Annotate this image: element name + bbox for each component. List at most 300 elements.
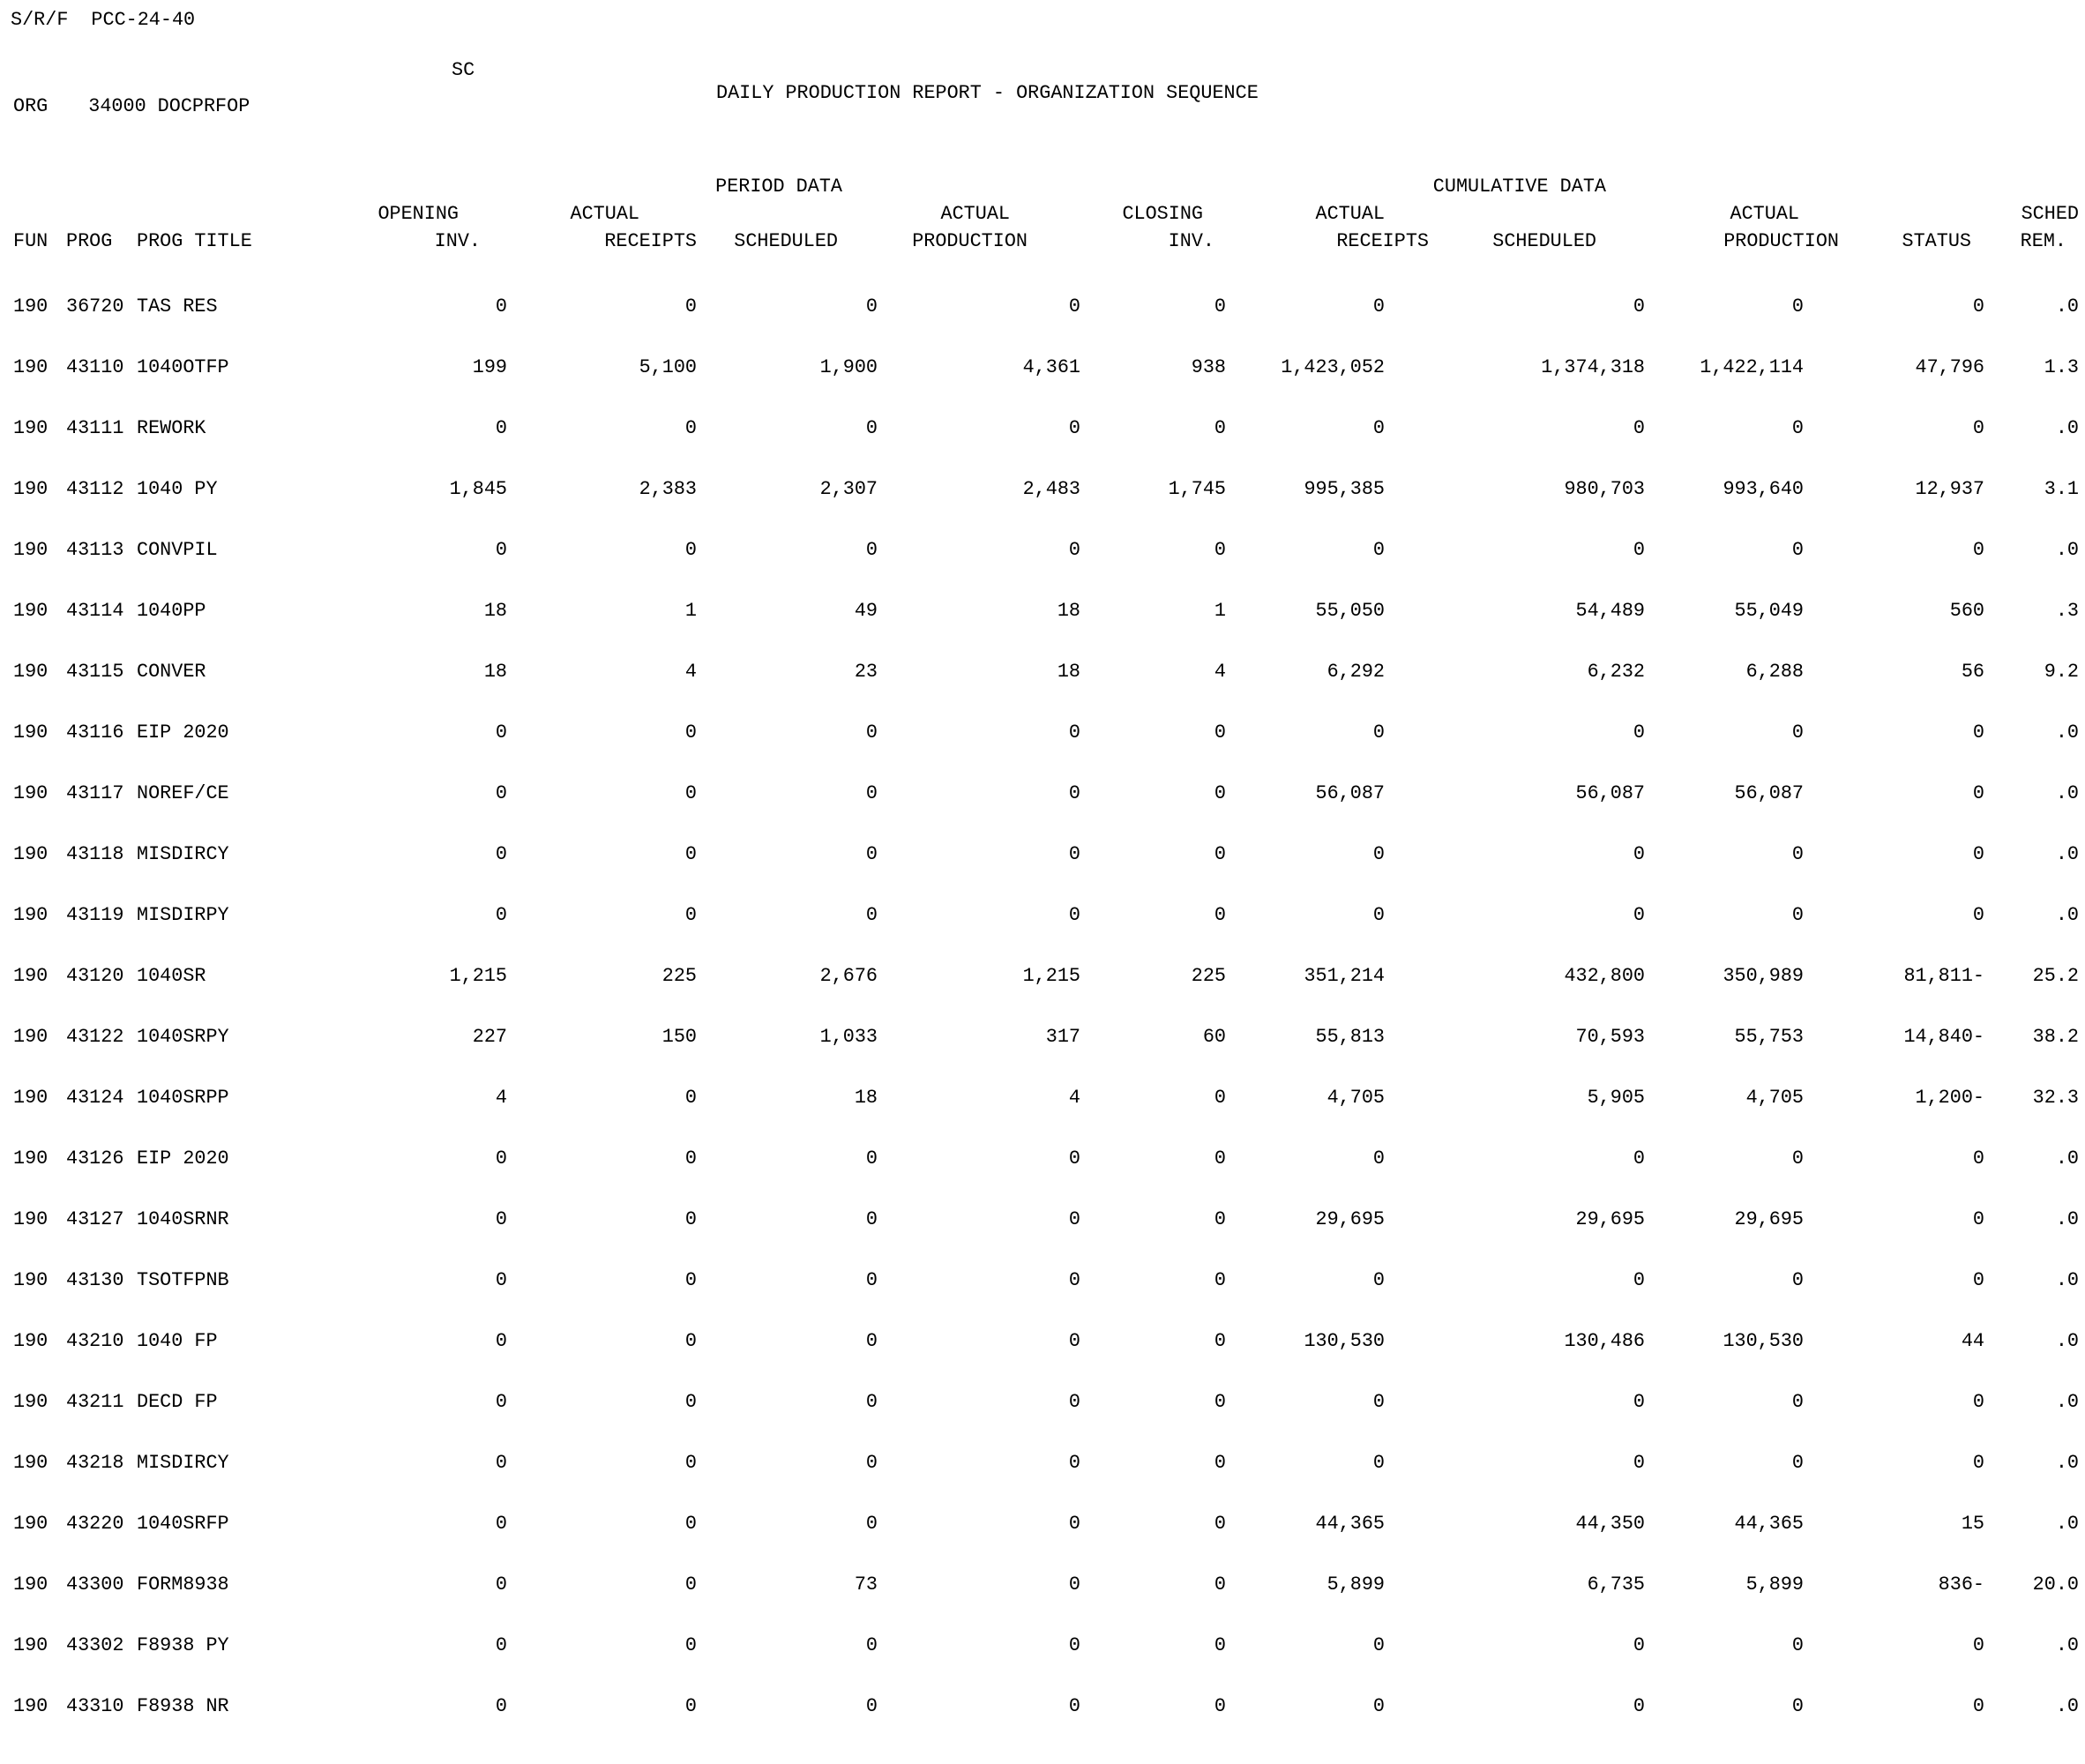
actual-receipts-cell: 0 xyxy=(684,1695,697,1717)
cum-scheduled-cell: 0 xyxy=(1633,1695,1645,1717)
closing-inv-cell: 0 xyxy=(1214,295,1226,318)
actual-production-cell: 18 xyxy=(1057,600,1080,622)
scheduled-cell: 0 xyxy=(865,1147,878,1170)
cum-scheduled-cell: 6,232 xyxy=(1587,661,1645,683)
cum-scheduled-cell: 56,087 xyxy=(1575,782,1645,804)
table-body xyxy=(0,258,2085,1718)
cum-actual-receipts-cell: 0 xyxy=(1372,1391,1385,1413)
cum-actual-receipts-cell: 55,050 xyxy=(1315,600,1385,622)
scheduled-cell: 0 xyxy=(865,539,878,561)
opening-inv-cell: 0 xyxy=(495,417,507,439)
cumulative-data-label: CUMULATIVE DATA xyxy=(1432,176,1606,198)
status-cell: 1,200- xyxy=(1915,1087,1984,1109)
group-header-row xyxy=(0,176,2085,203)
status-cell: 0 xyxy=(1972,1634,1984,1656)
column-header-closing-inv: INV. xyxy=(1168,230,1214,252)
prog-title-cell: MISDIRCY xyxy=(137,843,229,865)
table-row xyxy=(0,1353,2085,1414)
actual-production-cell: 0 xyxy=(1068,417,1080,439)
srf-label: S/R/F xyxy=(11,9,69,31)
cum-scheduled-cell: 130,486 xyxy=(1564,1330,1645,1352)
cum-actual-production-cell: 0 xyxy=(1791,1634,1804,1656)
spacer-cell xyxy=(1645,176,2085,203)
table-row xyxy=(0,623,2085,684)
cum-actual-receipts-cell: 56,087 xyxy=(1315,782,1385,804)
org-label: ORG xyxy=(13,95,49,117)
sched-rem-cell: 38.2 xyxy=(2032,1026,2079,1048)
scheduled-cell: 0 xyxy=(865,1634,878,1656)
sched-rem-cell: .0 xyxy=(2055,843,2079,865)
cum-actual-receipts-cell: 130,530 xyxy=(1304,1330,1385,1352)
column-header-prog: PROG xyxy=(66,230,113,252)
cum-actual-receipts-cell: 351,214 xyxy=(1304,965,1385,987)
actual-receipts-cell: 5,100 xyxy=(639,356,697,378)
cum-scheduled-cell: 0 xyxy=(1633,295,1645,318)
status-cell: 0 xyxy=(1972,417,1984,439)
opening-inv-cell: 0 xyxy=(495,1147,507,1170)
fun-cell: 190 xyxy=(13,965,49,987)
actual-production-cell: 317 xyxy=(1045,1026,1080,1048)
scheduled-cell: 0 xyxy=(865,843,878,865)
opening-inv-cell: 1,845 xyxy=(449,478,507,500)
fun-cell: 190 xyxy=(13,295,49,318)
sched-rem-cell: 1.3 xyxy=(2044,356,2079,378)
cum-scheduled-cell: 0 xyxy=(1633,539,1645,561)
sched-rem-cell: .0 xyxy=(2055,1634,2079,1656)
actual-receipts-cell: 0 xyxy=(684,417,697,439)
column-header-actual: ACTUAL xyxy=(570,203,639,225)
scheduled-cell: 0 xyxy=(865,1513,878,1535)
actual-receipts-cell: 0 xyxy=(684,1269,697,1291)
opening-inv-cell: 0 xyxy=(495,1391,507,1413)
cum-scheduled-cell: 0 xyxy=(1633,417,1645,439)
status-cell: 0 xyxy=(1972,1695,1984,1717)
table-row xyxy=(0,501,2085,562)
scheduled-cell: 0 xyxy=(865,1452,878,1474)
column-header-cum-scheduled: SCHEDULED xyxy=(1492,230,1596,252)
prog-title-cell: TAS RES xyxy=(137,295,218,318)
cum-scheduled-cell: 1,374,318 xyxy=(1541,356,1645,378)
prog-cell: 43220 xyxy=(66,1513,124,1535)
table-row xyxy=(0,1170,2085,1231)
cum-scheduled-cell: 432,800 xyxy=(1564,965,1645,987)
prog-title-cell: NOREF/CE xyxy=(137,782,229,804)
opening-inv-cell: 0 xyxy=(495,1330,507,1352)
column-header-actual: ACTUAL xyxy=(1315,203,1385,225)
actual-production-cell: 0 xyxy=(1068,1695,1080,1717)
actual-production-cell: 0 xyxy=(1068,1634,1080,1656)
sched-rem-cell: .0 xyxy=(2055,539,2079,561)
sched-rem-cell: .0 xyxy=(2055,1208,2079,1230)
sched-rem-cell: 20.0 xyxy=(2032,1573,2079,1596)
cum-actual-production-cell: 56,087 xyxy=(1734,782,1804,804)
prog-cell: 43218 xyxy=(66,1452,124,1474)
column-header-status: STATUS xyxy=(1902,230,1971,252)
cum-actual-receipts-cell: 4,705 xyxy=(1326,1087,1385,1109)
actual-production-cell: 4,361 xyxy=(1022,356,1080,378)
sched-rem-cell: .0 xyxy=(2055,1330,2079,1352)
cum-scheduled-cell: 54,489 xyxy=(1575,600,1645,622)
column-header-cum-receipts: RECEIPTS xyxy=(1336,230,1429,252)
fun-cell: 190 xyxy=(13,1695,49,1717)
fun-cell: 190 xyxy=(13,661,49,683)
closing-inv-cell: 4 xyxy=(1214,661,1226,683)
prog-title-cell: 1040SRPP xyxy=(137,1087,229,1109)
prog-title-cell: EIP 2020 xyxy=(137,721,229,744)
prog-title-cell: CONVPIL xyxy=(137,539,218,561)
table-row xyxy=(0,927,2085,988)
cum-scheduled-cell: 980,703 xyxy=(1564,478,1645,500)
cum-actual-receipts-cell: 0 xyxy=(1372,539,1385,561)
cum-actual-receipts-cell: 0 xyxy=(1372,1634,1385,1656)
column-header-fun: FUN xyxy=(13,230,49,252)
sched-rem-cell: .0 xyxy=(2055,417,2079,439)
actual-receipts-cell: 0 xyxy=(684,904,697,926)
table-row xyxy=(0,1536,2085,1596)
actual-receipts-cell: 0 xyxy=(684,295,697,318)
prog-cell: 43211 xyxy=(66,1391,124,1413)
cum-actual-receipts-cell: 0 xyxy=(1372,295,1385,318)
closing-inv-cell: 1,745 xyxy=(1168,478,1226,500)
prog-title-cell: 1040 PY xyxy=(137,478,218,500)
actual-receipts-cell: 0 xyxy=(684,1573,697,1596)
actual-production-cell: 0 xyxy=(1068,1208,1080,1230)
fun-cell: 190 xyxy=(13,539,49,561)
fun-cell: 190 xyxy=(13,1087,49,1109)
cum-actual-production-cell: 0 xyxy=(1791,1147,1804,1170)
prog-cell: 43302 xyxy=(66,1634,124,1656)
table-header xyxy=(0,176,2085,258)
prog-cell: 43115 xyxy=(66,661,124,683)
cum-actual-receipts-cell: 0 xyxy=(1372,417,1385,439)
spacer-cell xyxy=(0,176,697,203)
fun-cell: 190 xyxy=(13,1147,49,1170)
closing-inv-cell: 0 xyxy=(1214,539,1226,561)
fun-cell: 190 xyxy=(13,782,49,804)
scheduled-cell: 18 xyxy=(854,1087,878,1109)
closing-inv-cell: 938 xyxy=(1191,356,1226,378)
production-table xyxy=(0,176,2085,1718)
actual-production-cell: 0 xyxy=(1068,539,1080,561)
cum-actual-receipts-cell: 1,423,052 xyxy=(1281,356,1385,378)
status-cell: 14,840- xyxy=(1903,1026,1984,1048)
table-row xyxy=(0,744,2085,805)
sched-rem-cell: 25.2 xyxy=(2032,965,2079,987)
column-header-opening: OPENING xyxy=(377,203,459,225)
prog-cell: 43119 xyxy=(66,904,124,926)
cum-actual-receipts-cell: 0 xyxy=(1372,721,1385,744)
cum-actual-production-cell: 0 xyxy=(1791,417,1804,439)
cum-actual-production-cell: 6,288 xyxy=(1745,661,1804,683)
opening-inv-cell: 0 xyxy=(495,539,507,561)
actual-production-cell: 0 xyxy=(1068,1330,1080,1352)
column-header-actual: ACTUAL xyxy=(940,203,1010,225)
prog-cell: 43120 xyxy=(66,965,124,987)
cum-actual-production-cell: 55,753 xyxy=(1734,1026,1804,1048)
prog-title-cell: MISDIRPY xyxy=(137,904,229,926)
table-row xyxy=(0,258,2085,318)
cum-actual-receipts-cell: 44,365 xyxy=(1315,1513,1385,1535)
sc-label: SC xyxy=(452,59,475,81)
cum-scheduled-cell: 44,350 xyxy=(1575,1513,1645,1535)
closing-inv-cell: 225 xyxy=(1191,965,1226,987)
column-header-opening-inv: INV. xyxy=(434,230,481,252)
opening-inv-cell: 0 xyxy=(495,1573,507,1596)
opening-inv-cell: 0 xyxy=(495,295,507,318)
column-header-scheduled: SCHEDULED xyxy=(734,230,838,252)
prog-cell: 43114 xyxy=(66,600,124,622)
opening-inv-cell: 0 xyxy=(495,843,507,865)
closing-inv-cell: 0 xyxy=(1214,843,1226,865)
period-data-header xyxy=(697,176,878,203)
opening-inv-cell: 199 xyxy=(472,356,507,378)
column-header-row xyxy=(0,230,2085,258)
prog-title-cell: 1040PP xyxy=(137,600,206,622)
closing-inv-cell: 0 xyxy=(1214,1208,1226,1230)
table-row xyxy=(0,866,2085,927)
scheduled-cell: 0 xyxy=(865,721,878,744)
table-container xyxy=(0,130,2085,1764)
table-row xyxy=(0,379,2085,440)
status-cell: 0 xyxy=(1972,539,1984,561)
fun-cell: 190 xyxy=(13,843,49,865)
table-row xyxy=(0,1110,2085,1170)
prog-cell: 43127 xyxy=(66,1208,124,1230)
closing-inv-cell: 0 xyxy=(1214,417,1226,439)
cum-scheduled-cell: 70,593 xyxy=(1575,1026,1645,1048)
table-row xyxy=(0,1292,2085,1353)
sched-rem-cell: .0 xyxy=(2055,721,2079,744)
closing-inv-cell: 0 xyxy=(1214,1695,1226,1717)
opening-inv-cell: 4 xyxy=(495,1087,507,1109)
prog-title-cell: F8938 PY xyxy=(137,1634,229,1656)
sched-rem-cell: .0 xyxy=(2055,1391,2079,1413)
actual-receipts-cell: 150 xyxy=(661,1026,697,1048)
sched-rem-cell: .0 xyxy=(2055,904,2079,926)
cum-actual-production-cell: 0 xyxy=(1791,1695,1804,1717)
status-cell: 836- xyxy=(1938,1573,1984,1596)
fun-cell: 190 xyxy=(13,721,49,744)
prog-cell: 43112 xyxy=(66,478,124,500)
prog-cell: 36720 xyxy=(66,295,124,318)
cum-scheduled-cell: 0 xyxy=(1633,1634,1645,1656)
prog-title-cell: 1040 FP xyxy=(137,1330,218,1352)
cum-actual-receipts-cell: 0 xyxy=(1372,1269,1385,1291)
actual-production-cell: 0 xyxy=(1068,295,1080,318)
status-cell: 0 xyxy=(1972,295,1984,318)
scheduled-cell: 0 xyxy=(865,295,878,318)
closing-inv-cell: 0 xyxy=(1214,721,1226,744)
prog-title-cell: 1040SRFP xyxy=(137,1513,229,1535)
cum-actual-receipts-cell: 6,292 xyxy=(1326,661,1385,683)
cum-actual-receipts-cell: 0 xyxy=(1372,1147,1385,1170)
cum-actual-production-cell: 993,640 xyxy=(1723,478,1804,500)
opening-inv-cell: 0 xyxy=(495,1513,507,1535)
actual-receipts-cell: 0 xyxy=(684,721,697,744)
actual-receipts-cell: 225 xyxy=(661,965,697,987)
cum-scheduled-cell: 6,735 xyxy=(1587,1573,1645,1596)
sched-rem-cell: .0 xyxy=(2055,1452,2079,1474)
report-id-line xyxy=(11,9,195,32)
table-row xyxy=(0,1475,2085,1536)
cum-actual-production-cell: 0 xyxy=(1791,843,1804,865)
column-header xyxy=(57,203,128,230)
closing-inv-cell: 60 xyxy=(1202,1026,1226,1048)
actual-production-cell: 2,483 xyxy=(1022,478,1080,500)
opening-inv-cell: 0 xyxy=(495,1269,507,1291)
actual-production-cell: 0 xyxy=(1068,1452,1080,1474)
scheduled-cell: 73 xyxy=(854,1573,878,1596)
prog-title-cell: EIP 2020 xyxy=(137,1147,229,1170)
sched-rem-cell: .0 xyxy=(2055,1147,2079,1170)
actual-production-cell: 18 xyxy=(1057,661,1080,683)
actual-receipts-cell: 1 xyxy=(684,600,697,622)
opening-inv-cell: 0 xyxy=(495,1695,507,1717)
cum-actual-production-cell: 0 xyxy=(1791,295,1804,318)
prog-cell: 43118 xyxy=(66,843,124,865)
prog-cell: 43124 xyxy=(66,1087,124,1109)
fun-cell: 190 xyxy=(13,1513,49,1535)
column-header xyxy=(1804,203,1984,230)
closing-inv-cell: 0 xyxy=(1214,1087,1226,1109)
cum-actual-receipts-cell: 29,695 xyxy=(1315,1208,1385,1230)
cum-actual-production-cell: 1,422,114 xyxy=(1700,356,1804,378)
scheduled-cell: 0 xyxy=(865,417,878,439)
prog-cell: 43111 xyxy=(66,417,124,439)
actual-receipts-cell: 0 xyxy=(684,1330,697,1352)
prog-title-cell: 1040SR xyxy=(137,965,206,987)
status-cell: 0 xyxy=(1972,1269,1984,1291)
cum-actual-receipts-cell: 5,899 xyxy=(1326,1573,1385,1596)
fun-cell: 190 xyxy=(13,1573,49,1596)
actual-production-cell: 1,215 xyxy=(1022,965,1080,987)
fun-cell: 190 xyxy=(13,1208,49,1230)
org-name: DOCPRFOP xyxy=(157,95,250,117)
cum-scheduled-cell: 0 xyxy=(1633,1147,1645,1170)
column-header-receipts: RECEIPTS xyxy=(604,230,697,252)
cum-actual-production-cell: 0 xyxy=(1791,904,1804,926)
period-data-label: PERIOD DATA xyxy=(715,176,842,198)
scheduled-cell: 1,033 xyxy=(819,1026,878,1048)
column-header-closing: CLOSING xyxy=(1122,203,1203,225)
column-header xyxy=(1385,203,1645,230)
opening-inv-cell: 227 xyxy=(472,1026,507,1048)
actual-receipts-cell: 0 xyxy=(684,1208,697,1230)
table-row xyxy=(0,1414,2085,1475)
table-row xyxy=(0,988,2085,1049)
actual-receipts-cell: 2,383 xyxy=(639,478,697,500)
actual-production-cell: 0 xyxy=(1068,1513,1080,1535)
cum-scheduled-cell: 29,695 xyxy=(1575,1208,1645,1230)
cum-actual-receipts-cell: 0 xyxy=(1372,904,1385,926)
prog-title-cell: TSOTFPNB xyxy=(137,1269,229,1291)
actual-production-cell: 0 xyxy=(1068,1269,1080,1291)
actual-production-cell: 0 xyxy=(1068,1147,1080,1170)
prog-title-cell: 1040SRPY xyxy=(137,1026,229,1048)
report-title: DAILY PRODUCTION REPORT - ORGANIZATION SEQUENCE xyxy=(716,82,1259,104)
closing-inv-cell: 0 xyxy=(1214,904,1226,926)
prog-cell: 43122 xyxy=(66,1026,124,1048)
fun-cell: 190 xyxy=(13,478,49,500)
closing-inv-cell: 0 xyxy=(1214,782,1226,804)
column-header xyxy=(0,203,57,230)
cum-scheduled-cell: 0 xyxy=(1633,721,1645,744)
cum-scheduled-cell: 0 xyxy=(1633,843,1645,865)
cum-actual-production-cell: 55,049 xyxy=(1734,600,1804,622)
prog-cell: 43210 xyxy=(66,1330,124,1352)
scheduled-cell: 23 xyxy=(854,661,878,683)
sched-rem-cell: 9.2 xyxy=(2044,661,2079,683)
actual-production-cell: 4 xyxy=(1068,1087,1080,1109)
scheduled-cell: 0 xyxy=(865,1330,878,1352)
column-header xyxy=(697,203,878,230)
cum-actual-production-cell: 0 xyxy=(1791,1391,1804,1413)
status-cell: 0 xyxy=(1972,904,1984,926)
cum-actual-production-cell: 4,705 xyxy=(1745,1087,1804,1109)
actual-receipts-cell: 0 xyxy=(684,1634,697,1656)
opening-inv-cell: 0 xyxy=(495,782,507,804)
scheduled-cell: 0 xyxy=(865,1269,878,1291)
status-cell: 44 xyxy=(1961,1330,1984,1352)
opening-inv-cell: 0 xyxy=(495,1208,507,1230)
cum-actual-production-cell: 350,989 xyxy=(1723,965,1804,987)
actual-receipts-cell: 0 xyxy=(684,1087,697,1109)
scheduled-cell: 49 xyxy=(854,600,878,622)
table-row xyxy=(0,440,2085,501)
table-row xyxy=(0,1596,2085,1657)
fun-cell: 190 xyxy=(13,356,49,378)
cum-actual-production-cell: 0 xyxy=(1791,1452,1804,1474)
sched-rem-cell: 32.3 xyxy=(2032,1087,2079,1109)
prog-title-cell: 1040OTFP xyxy=(137,356,229,378)
prog-title-cell: CONVER xyxy=(137,661,206,683)
prog-cell: 43310 xyxy=(66,1695,124,1717)
column-header-sched: SCHED xyxy=(2021,203,2079,225)
cum-actual-production-cell: 130,530 xyxy=(1723,1330,1804,1352)
cum-scheduled-cell: 0 xyxy=(1633,1391,1645,1413)
opening-inv-cell: 0 xyxy=(495,721,507,744)
closing-inv-cell: 1 xyxy=(1214,600,1226,622)
prog-title-cell: DECD FP xyxy=(137,1391,218,1413)
fun-cell: 190 xyxy=(13,1634,49,1656)
status-cell: 0 xyxy=(1972,1208,1984,1230)
table-row xyxy=(0,805,2085,866)
cumulative-data-header xyxy=(1385,176,1645,203)
prog-cell: 43117 xyxy=(66,782,124,804)
actual-production-cell: 0 xyxy=(1068,782,1080,804)
table-row xyxy=(0,1231,2085,1292)
closing-inv-cell: 0 xyxy=(1214,1573,1226,1596)
sched-rem-cell: .0 xyxy=(2055,1695,2079,1717)
status-cell: 0 xyxy=(1972,1391,1984,1413)
column-header-production: PRODUCTION xyxy=(912,230,1028,252)
scheduled-cell: 2,307 xyxy=(819,478,878,500)
org-line xyxy=(0,95,2085,118)
actual-production-cell: 0 xyxy=(1068,1573,1080,1596)
column-header xyxy=(128,203,265,230)
prog-cell: 43300 xyxy=(66,1573,124,1596)
status-cell: 0 xyxy=(1972,782,1984,804)
cum-actual-production-cell: 0 xyxy=(1791,1269,1804,1291)
cum-actual-production-cell: 0 xyxy=(1791,721,1804,744)
cum-actual-receipts-cell: 55,813 xyxy=(1315,1026,1385,1048)
status-cell: 15 xyxy=(1961,1513,1984,1535)
cum-actual-receipts-cell: 0 xyxy=(1372,1695,1385,1717)
org-code: 34000 xyxy=(88,95,146,117)
fun-cell: 190 xyxy=(13,1269,49,1291)
status-cell: 0 xyxy=(1972,721,1984,744)
actual-receipts-cell: 0 xyxy=(684,1513,697,1535)
